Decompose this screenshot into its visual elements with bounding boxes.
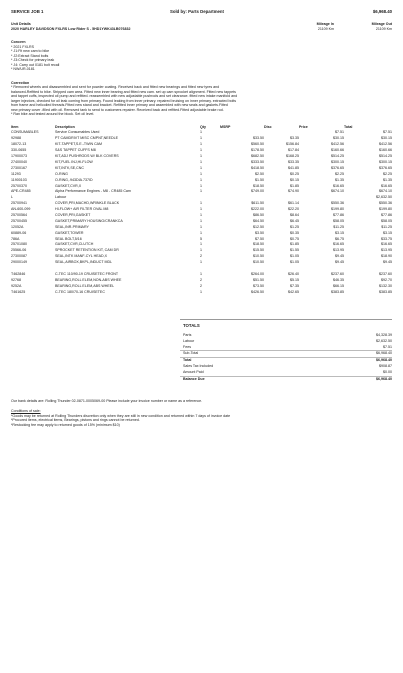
correction-line: from frame and helicoiled threads.Fitted new stand and bracket. Refitted inner primary and assembled with new seals and gaskets.Fitted (11, 103, 228, 108)
item-disc: $1.25 (290, 224, 299, 229)
item-disc: $61.14 (288, 201, 299, 206)
item-msrp: $682.50 (251, 154, 264, 159)
correction-title: Correction (11, 80, 30, 85)
item-qty: 2 (200, 254, 202, 259)
item-total: $412.56 (379, 142, 392, 147)
item-price: $160.66 (331, 148, 344, 153)
item-disc: $5.15 (290, 277, 299, 282)
item-msrp: $418.50 (251, 165, 264, 170)
table-row (11, 290, 392, 296)
totals-value: $7.51 (383, 344, 392, 349)
totals-title: TOTALS (183, 323, 200, 329)
line-items-table (11, 125, 392, 296)
item-qty: 1 (200, 218, 202, 223)
item-qty: 2 (200, 283, 202, 288)
totals-label: Total (183, 358, 192, 363)
column-header: Price (299, 124, 308, 129)
totals-label: Amount Paid (183, 370, 204, 375)
item-qty: 1 (200, 142, 202, 147)
concern-line: * NW/UR-0181 (11, 67, 35, 72)
item-code: AN-600-099 (11, 207, 31, 212)
item-msrp: $10.50 (253, 254, 264, 259)
item-msrp: $64.50 (253, 218, 264, 223)
item-price: $46.35 (333, 277, 344, 282)
item-total: $376.65 (379, 165, 392, 170)
item-msrp: $2.50 (255, 171, 264, 176)
item-total: $58.05 (381, 218, 392, 223)
correction-line: and tappet cuffs, inspected oil pump and refitted. reassembled with new adjustable pushrods and set clearance. fitted new intake manifold and (11, 94, 238, 99)
item-code: 786A (11, 236, 20, 241)
item-qty: 1 (200, 171, 202, 176)
item-qty: 1 (200, 289, 202, 294)
item-disc: $1.55 (290, 248, 299, 253)
totals-value: $6,968.40 (376, 377, 392, 382)
concern-line: * J1:Fit new cam to bike (11, 49, 50, 54)
item-price: $514.25 (331, 154, 344, 159)
item-msrp: $178.50 (251, 148, 264, 153)
column-header: Item (11, 124, 19, 129)
item-qty: 1 (200, 212, 202, 217)
item-code: 27400040 (11, 159, 27, 164)
item-disc: $7.35 (290, 283, 299, 288)
item-description: COVER,PRI,GASKET (55, 212, 91, 217)
mileage-in-label: Mileage In (316, 22, 334, 27)
unit-details (11, 22, 392, 31)
item-msrp: $560.50 (251, 142, 264, 147)
item-disc: $22.20 (288, 207, 299, 212)
item-qty: 1 (200, 177, 202, 182)
item-description: KIT,INTK,SE,CNC (55, 165, 84, 170)
item-total: $77.86 (381, 212, 392, 217)
item-qty: 1 (200, 183, 202, 188)
totals-value: $6,968.40 (376, 358, 392, 363)
item-price: $300.15 (331, 159, 344, 164)
item-code: 27300087 (11, 254, 27, 259)
item-qty: 1 (200, 207, 202, 212)
item-code: 29000149 (11, 260, 27, 265)
item-msrp: $333.50 (251, 159, 264, 164)
item-qty: 1 (200, 242, 202, 247)
item-price: $3.15 (335, 230, 344, 235)
item-code: 11293 (11, 171, 21, 176)
item-total: $33.75 (381, 236, 392, 241)
item-qty: 1 (200, 271, 202, 276)
item-msrp: $7.50 (255, 236, 264, 241)
item-disc: $6.45 (290, 218, 299, 223)
conditions-title: Conditions of sale: (11, 409, 41, 414)
item-description: O-RING (55, 171, 68, 176)
item-disc: $1.85 (290, 183, 299, 188)
item-price: $16.65 (333, 183, 344, 188)
item-disc: $0.35 (290, 230, 299, 235)
item-code: L (11, 195, 13, 200)
item-code: 12052A (11, 224, 24, 229)
item-description: Labour (55, 195, 67, 200)
item-total: $674.10 (379, 189, 392, 194)
item-disc: $0.75 (290, 236, 299, 241)
item-total: $199.80 (379, 207, 392, 212)
item-price: $237.60 (331, 271, 344, 276)
item-price: $674.10 (331, 189, 344, 194)
item-qty: 1 (200, 189, 202, 194)
item-description: SEAL BOLT,5/16 (55, 236, 82, 241)
item-code: 17900073 (11, 154, 27, 159)
item-description: BEARING,ROLL ELEM,NON-ABS WHEE (55, 277, 122, 282)
totals-value: $908.87 (379, 364, 392, 369)
totals-value: $4,328.39 (376, 332, 392, 337)
item-code: 92768 (11, 277, 21, 282)
mileage-out-label: Mileage Out (371, 22, 392, 27)
item-disc: $41.85 (288, 165, 299, 170)
condition-line: *Goods may be returned at Rolling Thunders discretion only when they are still in new condition and returned within 7 days of invoice date (11, 413, 231, 418)
item-description: SEAL,AIRBOX,BKPL,INDUCT MDL (55, 260, 113, 265)
item-price: $77.86 (333, 212, 344, 217)
item-msrp: $1.50 (255, 177, 264, 182)
concern-line: * 2021 FXLRS (11, 44, 34, 49)
item-price: $6.75 (335, 236, 344, 241)
correction-line: * Removed wheels and disassembled and sent for powder coating. Received back and fitted new bearings and fitted new tyres and (11, 85, 220, 90)
correction-line: * Ran bike and tested around the block. Set oil level. (11, 112, 95, 117)
totals-value: $2,632.50 (376, 338, 392, 343)
item-description: S&S TAPPET CUFFS M8 (55, 148, 96, 153)
item-total: $383.85 (379, 289, 392, 294)
item-msrp: $15.50 (253, 248, 264, 253)
item-total: $300.15 (379, 159, 392, 164)
job-title: SERVICE JOB 1 (11, 9, 44, 14)
item-code: 92988 (11, 136, 21, 141)
item-description: SPROCKET RETENTION KIT, CAM DR (55, 248, 119, 253)
item-price: $383.85 (331, 289, 344, 294)
item-total: $13.95 (381, 248, 392, 253)
item-price: $199.80 (331, 207, 344, 212)
item-price: $9.45 (335, 260, 344, 265)
item-price: $376.65 (331, 165, 344, 170)
column-header: Disc (264, 124, 272, 129)
item-msrp: $18.50 (253, 242, 264, 247)
item-disc: $33.35 (288, 159, 299, 164)
item-price: $66.15 (333, 283, 344, 288)
correction-line: balanced-Refitted to bike. Stripped cam area. Fitted new inner bearing and fitted new cam. set up cam sprocket alignment. Fitted new tappets (11, 89, 236, 94)
item-total: $7.51 (383, 130, 392, 135)
item-total: $514.25 (379, 154, 392, 159)
item-price: $1.35 (335, 177, 344, 182)
item-qty: 1 (200, 201, 202, 206)
totals-row (180, 357, 392, 364)
invoice-header (11, 9, 392, 14)
item-disc: $74.90 (288, 189, 299, 194)
item-msrp: $222.00 (251, 207, 264, 212)
item-description: GASKET,CVR,X (55, 183, 82, 188)
item-price: $7.51 (335, 130, 344, 135)
item-code: 27300167 (11, 165, 27, 170)
unit-details-label: Unit Details (11, 22, 31, 27)
item-qty: 1 (200, 224, 202, 229)
item-disc: $156.84 (286, 142, 299, 147)
bank-details: Our bank details are: Rolling Thunder 02-0871-0005069-00 Please include your invoice number or name as a reference. (11, 398, 203, 403)
item-msrp: $86.50 (253, 212, 264, 217)
concern-section (11, 40, 392, 71)
totals-label: Sales Tax Included (183, 364, 214, 369)
item-msrp: $426.50 (251, 289, 264, 294)
column-header: Description (55, 124, 75, 129)
totals-row (180, 350, 392, 357)
item-price: $412.56 (331, 142, 344, 147)
item-qty: 1 (200, 230, 202, 235)
item-total: $9.45 (383, 260, 392, 265)
item-total: $132.30 (379, 283, 392, 288)
item-msrp: $33.50 (253, 136, 264, 141)
totals-label: Parts (183, 332, 192, 337)
condition-line: *Restocking fee may apply to returned goods of 15% (minimum $10) (11, 422, 120, 427)
item-description: KIT-TAPPET,S.E.-TWIN CAM (55, 142, 103, 147)
item-description: C-TEC 110/90-19 CRUISETEC FRONT (55, 271, 119, 276)
item-qty: 1 (200, 154, 202, 159)
item-description: HI-FLOW+ AIR FILTER OVAL M8 (55, 207, 109, 212)
item-code: T461625 (11, 289, 26, 294)
item-description: GASKET,TOWER (55, 230, 84, 235)
item-total: $3.15 (383, 230, 392, 235)
item-description: SEAL,INTK MANF-CYL HEAD,X (55, 254, 107, 259)
item-msrp: $611.50 (251, 201, 264, 206)
condition-line: *Procured items, electrical items, Bearings, pistons and rings cannot be returned. (11, 418, 140, 423)
item-code: 330-0655 (11, 148, 27, 153)
item-description: PT CAMDRIVT MISC CMPNT,NEEDLE (55, 136, 118, 141)
item-description: O-RING,.943DIA.737ID (55, 177, 93, 182)
item-qty: 1 (200, 248, 202, 253)
totals-row (180, 376, 392, 383)
item-qty: 1 (200, 165, 202, 170)
item-description: Service Consumables Used (55, 130, 100, 135)
item-description: GASKET,CVR,CLUTCH (55, 242, 94, 247)
item-disc: $17.84 (288, 148, 299, 153)
item-description: Alpha Performance Engines - M8 - CR485 Cam (55, 189, 131, 194)
item-disc: $26.40 (288, 271, 299, 276)
item-qty: 2 (200, 277, 202, 282)
header-grand-total: $6,968.40 (372, 9, 392, 14)
item-code: 25700564 (11, 212, 27, 217)
item-code: APE-CR485 (11, 189, 31, 194)
item-disc: $3.35 (290, 136, 299, 141)
totals-label: Sub-Total (183, 351, 199, 356)
item-total: $16.65 (381, 242, 392, 247)
item-description: KIT,FUEL INJ,HI-FLOW (55, 159, 93, 164)
column-header: Qty (200, 124, 206, 129)
item-qty: 1 (200, 130, 202, 135)
item-code: 18072-13 (11, 142, 27, 147)
item-msrp: $51.50 (253, 277, 264, 282)
totals-value: $6,968.40 (376, 351, 392, 356)
item-qty: 1 (200, 148, 202, 153)
item-code: 25700370 (11, 183, 27, 188)
item-total: $30.15 (381, 136, 392, 141)
totals-label: Fees (183, 344, 191, 349)
item-msrp: $749.00 (251, 189, 264, 194)
item-price: $2.25 (335, 171, 344, 176)
item-total: $1.35 (383, 177, 392, 182)
item-total: $237.60 (379, 271, 392, 276)
sold-by: Sold by: Parts Department (170, 9, 224, 14)
item-description: BEARING,ROLL ELEM,ABS WHEEL (55, 283, 115, 288)
concern-line: * J3:Check for primary leak (11, 58, 55, 63)
item-total: $92.70 (381, 277, 392, 282)
item-qty: 1 (200, 260, 202, 265)
item-msrp: $264.00 (251, 271, 264, 276)
item-msrp: $10.50 (253, 260, 264, 265)
correction-section (11, 81, 392, 117)
item-msrp: $18.50 (253, 183, 264, 188)
item-price: $550.36 (331, 201, 344, 206)
item-total: $2,632.50 (376, 195, 392, 200)
item-code: 25700941 (11, 201, 27, 206)
totals-value: $0.00 (383, 370, 392, 375)
table-row (11, 260, 392, 266)
totals-label: Labour (183, 338, 195, 343)
column-header: MSRP (220, 124, 231, 129)
item-code: 60889-06 (11, 230, 27, 235)
unit-description: 2020 HARLEY DAVIDSON FXLRS Low Rider S - 5HD1YWK43LB076832 (11, 26, 131, 31)
totals-panel (180, 319, 392, 382)
item-msrp: $12.50 (253, 224, 264, 229)
item-disc: $1.85 (290, 242, 299, 247)
item-code: 9252A (11, 283, 22, 288)
item-code: 25566-06 (11, 248, 27, 253)
item-description: GASKET,PRIMARY HOUSING/CRANKCA (55, 218, 123, 223)
column-header: Total (344, 124, 353, 129)
item-code: T462846 (11, 271, 26, 276)
correction-line: new primary cover -filled with oil. Removed tank to send to customers repairer. Received back and refitted.Fitted adjustable brake rod. (11, 107, 224, 112)
item-price: $13.95 (333, 248, 344, 253)
item-total: $2.25 (383, 171, 392, 176)
item-disc: $8.64 (290, 212, 299, 217)
item-description: SEAL,INR-PRIMARY (55, 224, 89, 229)
mileage-in-value: 21109 Km (317, 26, 334, 31)
item-qty: 5 (200, 236, 202, 241)
concern-title: Concern (11, 40, 26, 45)
item-price: $9.45 (335, 254, 344, 259)
concern-line: * J4: Carry out 0181 bolt recall (11, 62, 60, 67)
item-code: 11900103 (11, 177, 27, 182)
item-price: $16.65 (333, 242, 344, 247)
item-total: $550.36 (379, 201, 392, 206)
item-price: $58.05 (333, 218, 344, 223)
concern-line: * J2:Extract Stand bolts (11, 53, 49, 58)
totals-label: Balance Due (183, 377, 205, 382)
item-msrp: $3.50 (255, 230, 264, 235)
item-description: KIT,ADJ PUSHRODS W/ BLK COVERS (55, 154, 119, 159)
item-code: 25701080 (11, 242, 27, 247)
item-disc: $1.05 (290, 260, 299, 265)
item-qty: 1 (200, 136, 202, 141)
item-disc: $1.05 (290, 254, 299, 259)
item-description: C-TEC 180/70-16 CRUISETEC (55, 289, 105, 294)
item-msrp: $73.50 (253, 283, 264, 288)
item-total: $18.90 (381, 254, 392, 259)
item-price: $11.25 (333, 224, 344, 229)
item-price: $30.15 (333, 136, 344, 141)
item-total: $16.65 (381, 183, 392, 188)
invoice-footer (11, 399, 392, 427)
item-disc: $168.25 (286, 154, 299, 159)
item-disc: $42.65 (288, 289, 299, 294)
item-disc: $0.25 (290, 171, 299, 176)
item-disc: $0.15 (290, 177, 299, 182)
mileage-out-value: 21109 Km (375, 26, 392, 31)
correction-line: larger injectors, checked for oil leak coming from primary. Found leaking from inner primary. repaired bruising on inner primary. extracted bolts (11, 98, 237, 103)
item-description: COVER,PRI,MACHD,WRINKLE BLACK (55, 201, 120, 206)
item-total: $11.25 (381, 224, 392, 229)
item-total: $160.66 (379, 148, 392, 153)
item-code: CONSUMABLES (11, 130, 39, 135)
item-code: 25700455 (11, 218, 27, 223)
item-qty: 1 (200, 159, 202, 164)
